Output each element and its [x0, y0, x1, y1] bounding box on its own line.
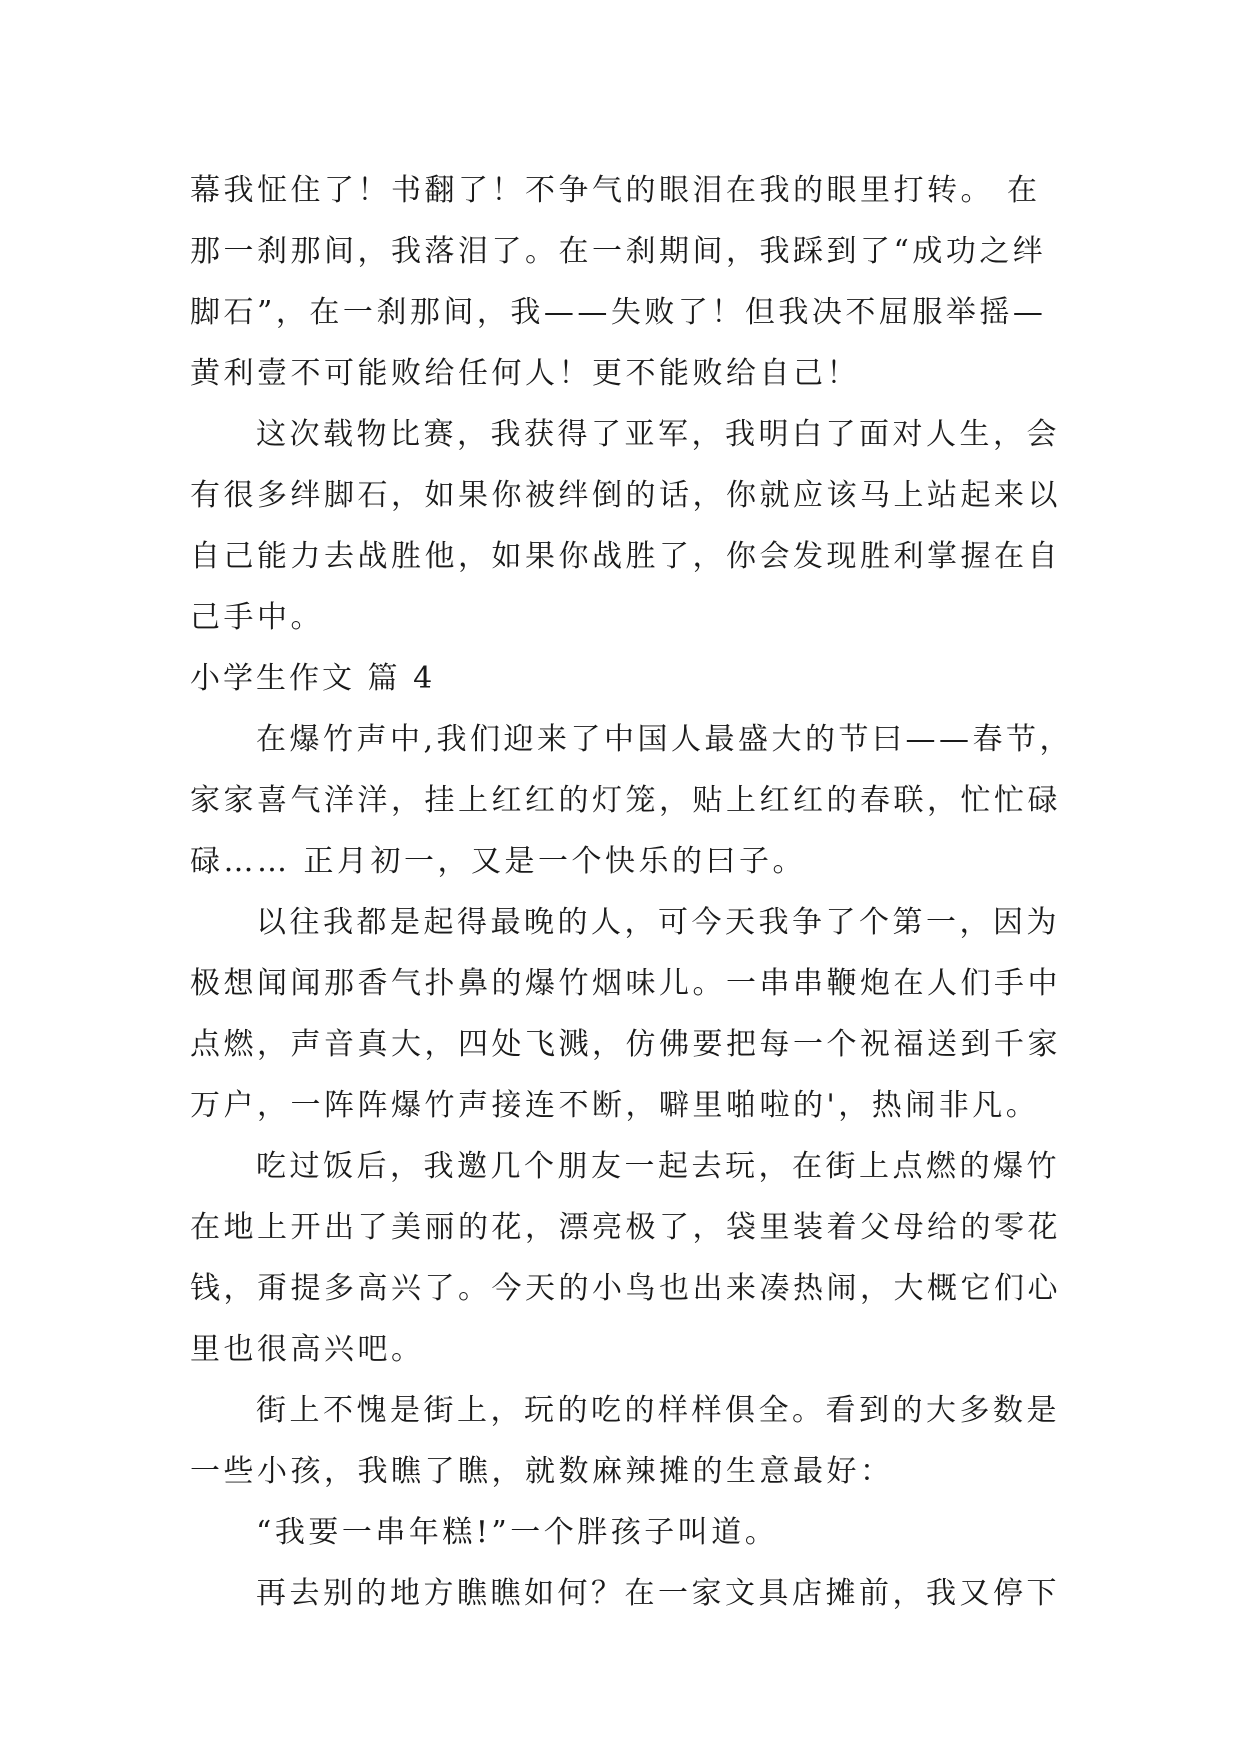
text-line: 一些小孩，我瞧了瞧，就数麻辣摊的生意最好： — [190, 1454, 894, 1489]
paragraph-first-line: 以往我都是起得最晚的人，可今天我争了个第一，因为 — [256, 905, 1060, 940]
text-line: 有很多绊脚石，如果你被绊倒的话，你就应该马上站起来以 — [190, 478, 1061, 513]
text-line: 己手中。 — [190, 600, 324, 635]
text-line: 钱，甭提多高兴了。今天的小鸟也出来凑热闹，大概它们心 — [190, 1271, 1061, 1306]
document-body — [190, 160, 1074, 1624]
text-line: 家家喜气洋洋，挂上红红的灯笼，贴上红红的春联，忙忙碌 — [190, 783, 1061, 818]
text-line: 碌…… 正月初一，又是一个快乐的曰子。 — [190, 844, 807, 879]
section-heading: 小学生作文 篇 4 — [190, 661, 436, 696]
text-line: 极想闻闻那香气扑鼻的爆竹烟味儿。一串串鞭炮在人们手中 — [190, 966, 1061, 1001]
paragraph-first-line: 在爆竹声中,我们迎来了中国人最盛大的节曰——春节， — [256, 722, 1074, 757]
paragraph-first-line: 再去别的地方瞧瞧如何？在一家文具店摊前，我又停下 — [256, 1576, 1060, 1611]
text-line: 里也很高兴吧。 — [190, 1332, 425, 1367]
text-line: 脚石”，在一刹那间，我——失败了！但我决不屈服举摇— — [190, 295, 1047, 330]
text-line: 点燃，声音真大，四处飞溅，仿佛要把每一个祝福送到千家 — [190, 1027, 1061, 1062]
text-line: 自己能力去战胜他，如果你战胜了，你会发现胜利掌握在自 — [190, 539, 1061, 574]
text-line: 幕我怔住了！书翻了！不争气的眼泪在我的眼里打转。 在 — [190, 173, 1041, 208]
text-line: 万户，一阵阵爆竹声接连不断，噼里啪啦的'，热闹非凡。 — [190, 1088, 1040, 1123]
paragraph-first-line: “我要一串年糕!”一个胖孩子叫道。 — [256, 1515, 779, 1550]
text-line: 在地上开出了美丽的花，漂亮极了，袋里装着父母给的零花 — [190, 1210, 1061, 1245]
paragraph-first-line: 街上不愧是街上，玩的吃的样样俱全。看到的大多数是 — [256, 1393, 1060, 1428]
paragraph-first-line: 这次载物比赛，我获得了亚军，我明白了面对人生，会 — [256, 417, 1060, 452]
text-line: 黄利壹不可能败给任何人！更不能败给自己！ — [190, 356, 860, 391]
paragraph-first-line: 吃过饭后，我邀几个朋友一起去玩，在街上点燃的爆竹 — [256, 1149, 1060, 1184]
text-line: 那一刹那间，我落泪了。在一刹期间，我踩到了“成功之绊 — [190, 234, 1047, 269]
